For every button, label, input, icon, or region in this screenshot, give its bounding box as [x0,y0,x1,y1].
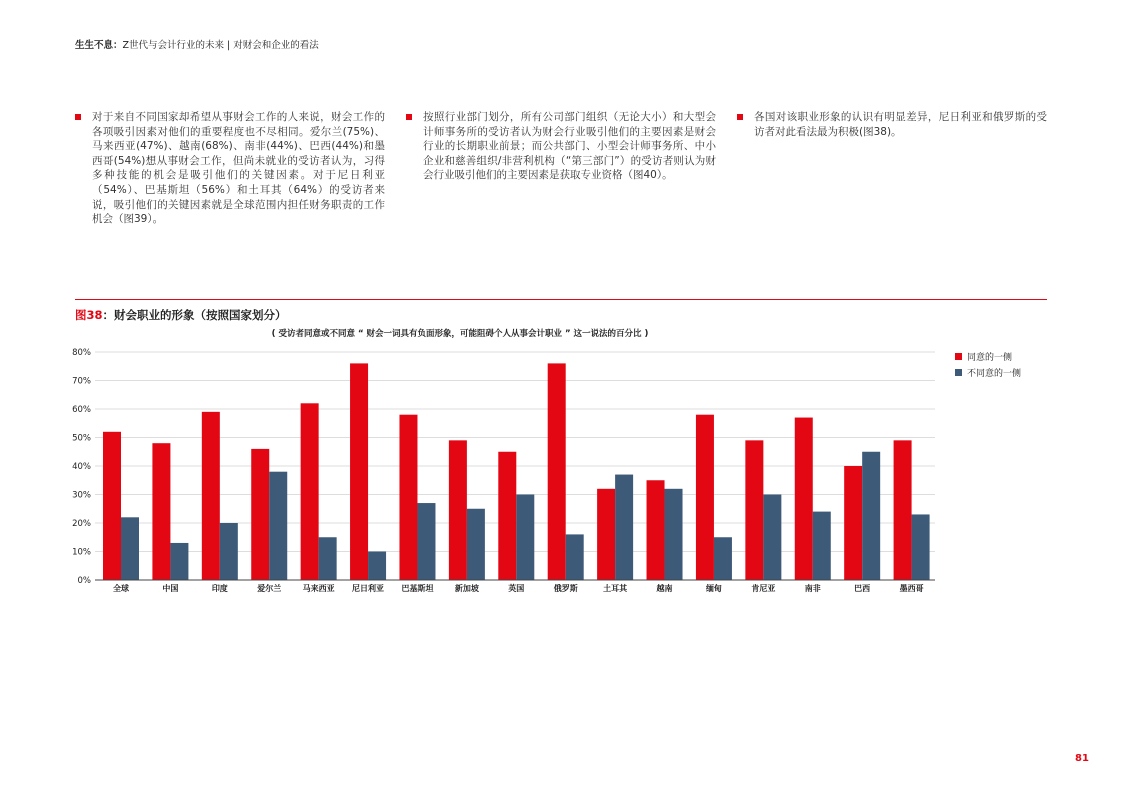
bar-agree [795,418,813,580]
bar-agree [745,440,763,580]
page-number: 81 [1075,753,1089,764]
header-title-bold: 生生不息： [75,40,123,51]
bar-disagree [516,495,534,581]
x-tick-label: 英国 [508,584,525,593]
legend-label-agree: 同意的一侧 [967,352,1013,363]
x-tick-label: 俄罗斯 [553,584,578,593]
bar-disagree [220,523,238,580]
bar-disagree [417,503,435,580]
y-tick-label: 0% [77,576,91,586]
bar-agree [152,443,170,580]
bar-agree [647,480,665,580]
x-tick-label: 马来西亚 [302,584,335,593]
legend-item-disagree [955,364,1021,380]
legend-swatch-disagree [955,369,962,376]
x-tick-label: 墨西哥 [899,584,924,593]
x-tick-label: 新加坡 [454,584,479,593]
bar-agree [548,363,566,580]
bar-agree [894,440,912,580]
bar-agree [399,415,417,580]
x-tick-label: 中国 [162,584,179,593]
bar-agree [449,440,467,580]
y-tick-label: 70% [72,376,91,387]
chart-legend [955,348,1021,380]
bar-disagree [714,537,732,580]
x-tick-label: 爱尔兰 [257,584,282,593]
bar-agree [251,449,269,580]
x-tick-label: 土耳其 [603,584,628,593]
paragraph-2: 按照行业部门划分，所有公司部门组织（无论大小）和大型会计师事务所的受访者认为财会行业吸引他们的主要因素是财会行业的长期职业前景；而公共部门、小型会计师事务所、中小企业和慈善组织/非营利机构（“第三部门”）的受访者则认为财会行业吸引他们的主要因素是获取专业资格（图40）。 [423,111,716,182]
x-tick-label: 印度 [211,584,228,593]
bar-agree [350,363,368,580]
figure-subtitle: ( 受访者同意或不同意 “ 财会一词具有负面形象，可能阻碍个人从事会计职业 ” 这一说法的百分比 ) [271,329,649,339]
x-tick-label: 肯尼亚 [751,584,776,593]
paragraph-1: 对于来自不同国家却希望从事财会工作的人来说，财会工作的各项吸引因素对他们的重要程度也不尽相同。爱尔兰(75%)、马来西亚(47%)、越南(68%)、南非(44%)、巴西(44%)和墨西哥(54%)想从事财会工作，但尚未就业的受访者认为，习得多种技能的机会是吸引他们的关键因素。对于尼日利亚（54%）、巴基斯坦（56%）和土耳其（64%）的受访者来说，吸引他们的关键因素就是全球范围内担任财务职责的工作机会（图39）。 [92,111,385,226]
bar-agree [103,432,121,580]
bar-disagree [269,472,287,580]
y-tick-label: 80% [72,348,91,358]
bar-agree [498,452,516,580]
y-tick-label: 60% [72,405,91,415]
x-tick-label: 尼日利亚 [352,584,385,593]
bar-agree [202,412,220,580]
x-tick-label: 越南 [656,584,673,593]
y-tick-label: 50% [72,433,91,444]
bar-disagree [912,514,930,580]
y-tick-label: 30% [72,490,91,501]
x-tick-label: 全球 [113,584,129,593]
bar-disagree [121,517,139,580]
bar-agree [301,403,319,580]
header-title-rest: Z世代与会计行业的未来 | 对财会和企业的看法 [122,40,319,51]
bar-disagree [170,543,188,580]
figure-title-text: ：财会职业的形象（按照国家划分） [102,308,287,322]
bar-disagree [862,452,880,580]
bar-agree [696,415,714,580]
bar-disagree [763,495,781,581]
x-tick-label: 缅甸 [705,584,722,593]
x-tick-label: 巴西 [854,584,871,593]
bar-disagree [665,489,683,580]
bar-disagree [467,509,485,580]
bar-agree [844,466,862,580]
y-tick-label: 40% [72,462,91,472]
paragraph-3: 各国对该职业形象的认识有明显差异，尼日利亚和俄罗斯的受访者对此看法最为积极(图38)。 [754,111,1047,138]
y-tick-label: 10% [72,547,91,558]
figure-number: 图38 [75,308,103,322]
bar-disagree [566,534,584,580]
legend-label-disagree: 不同意的一侧 [967,368,1022,379]
bar-disagree [813,512,831,580]
y-tick-label: 20% [72,519,91,529]
bar-disagree [615,475,633,580]
bar-disagree [319,537,337,580]
legend-swatch-agree [955,353,962,360]
x-tick-label: 南非 [804,584,821,593]
legend-item-agree [955,348,1021,364]
bar-disagree [368,552,386,581]
bar-agree [597,489,615,580]
x-tick-label: 巴基斯坦 [401,584,434,593]
